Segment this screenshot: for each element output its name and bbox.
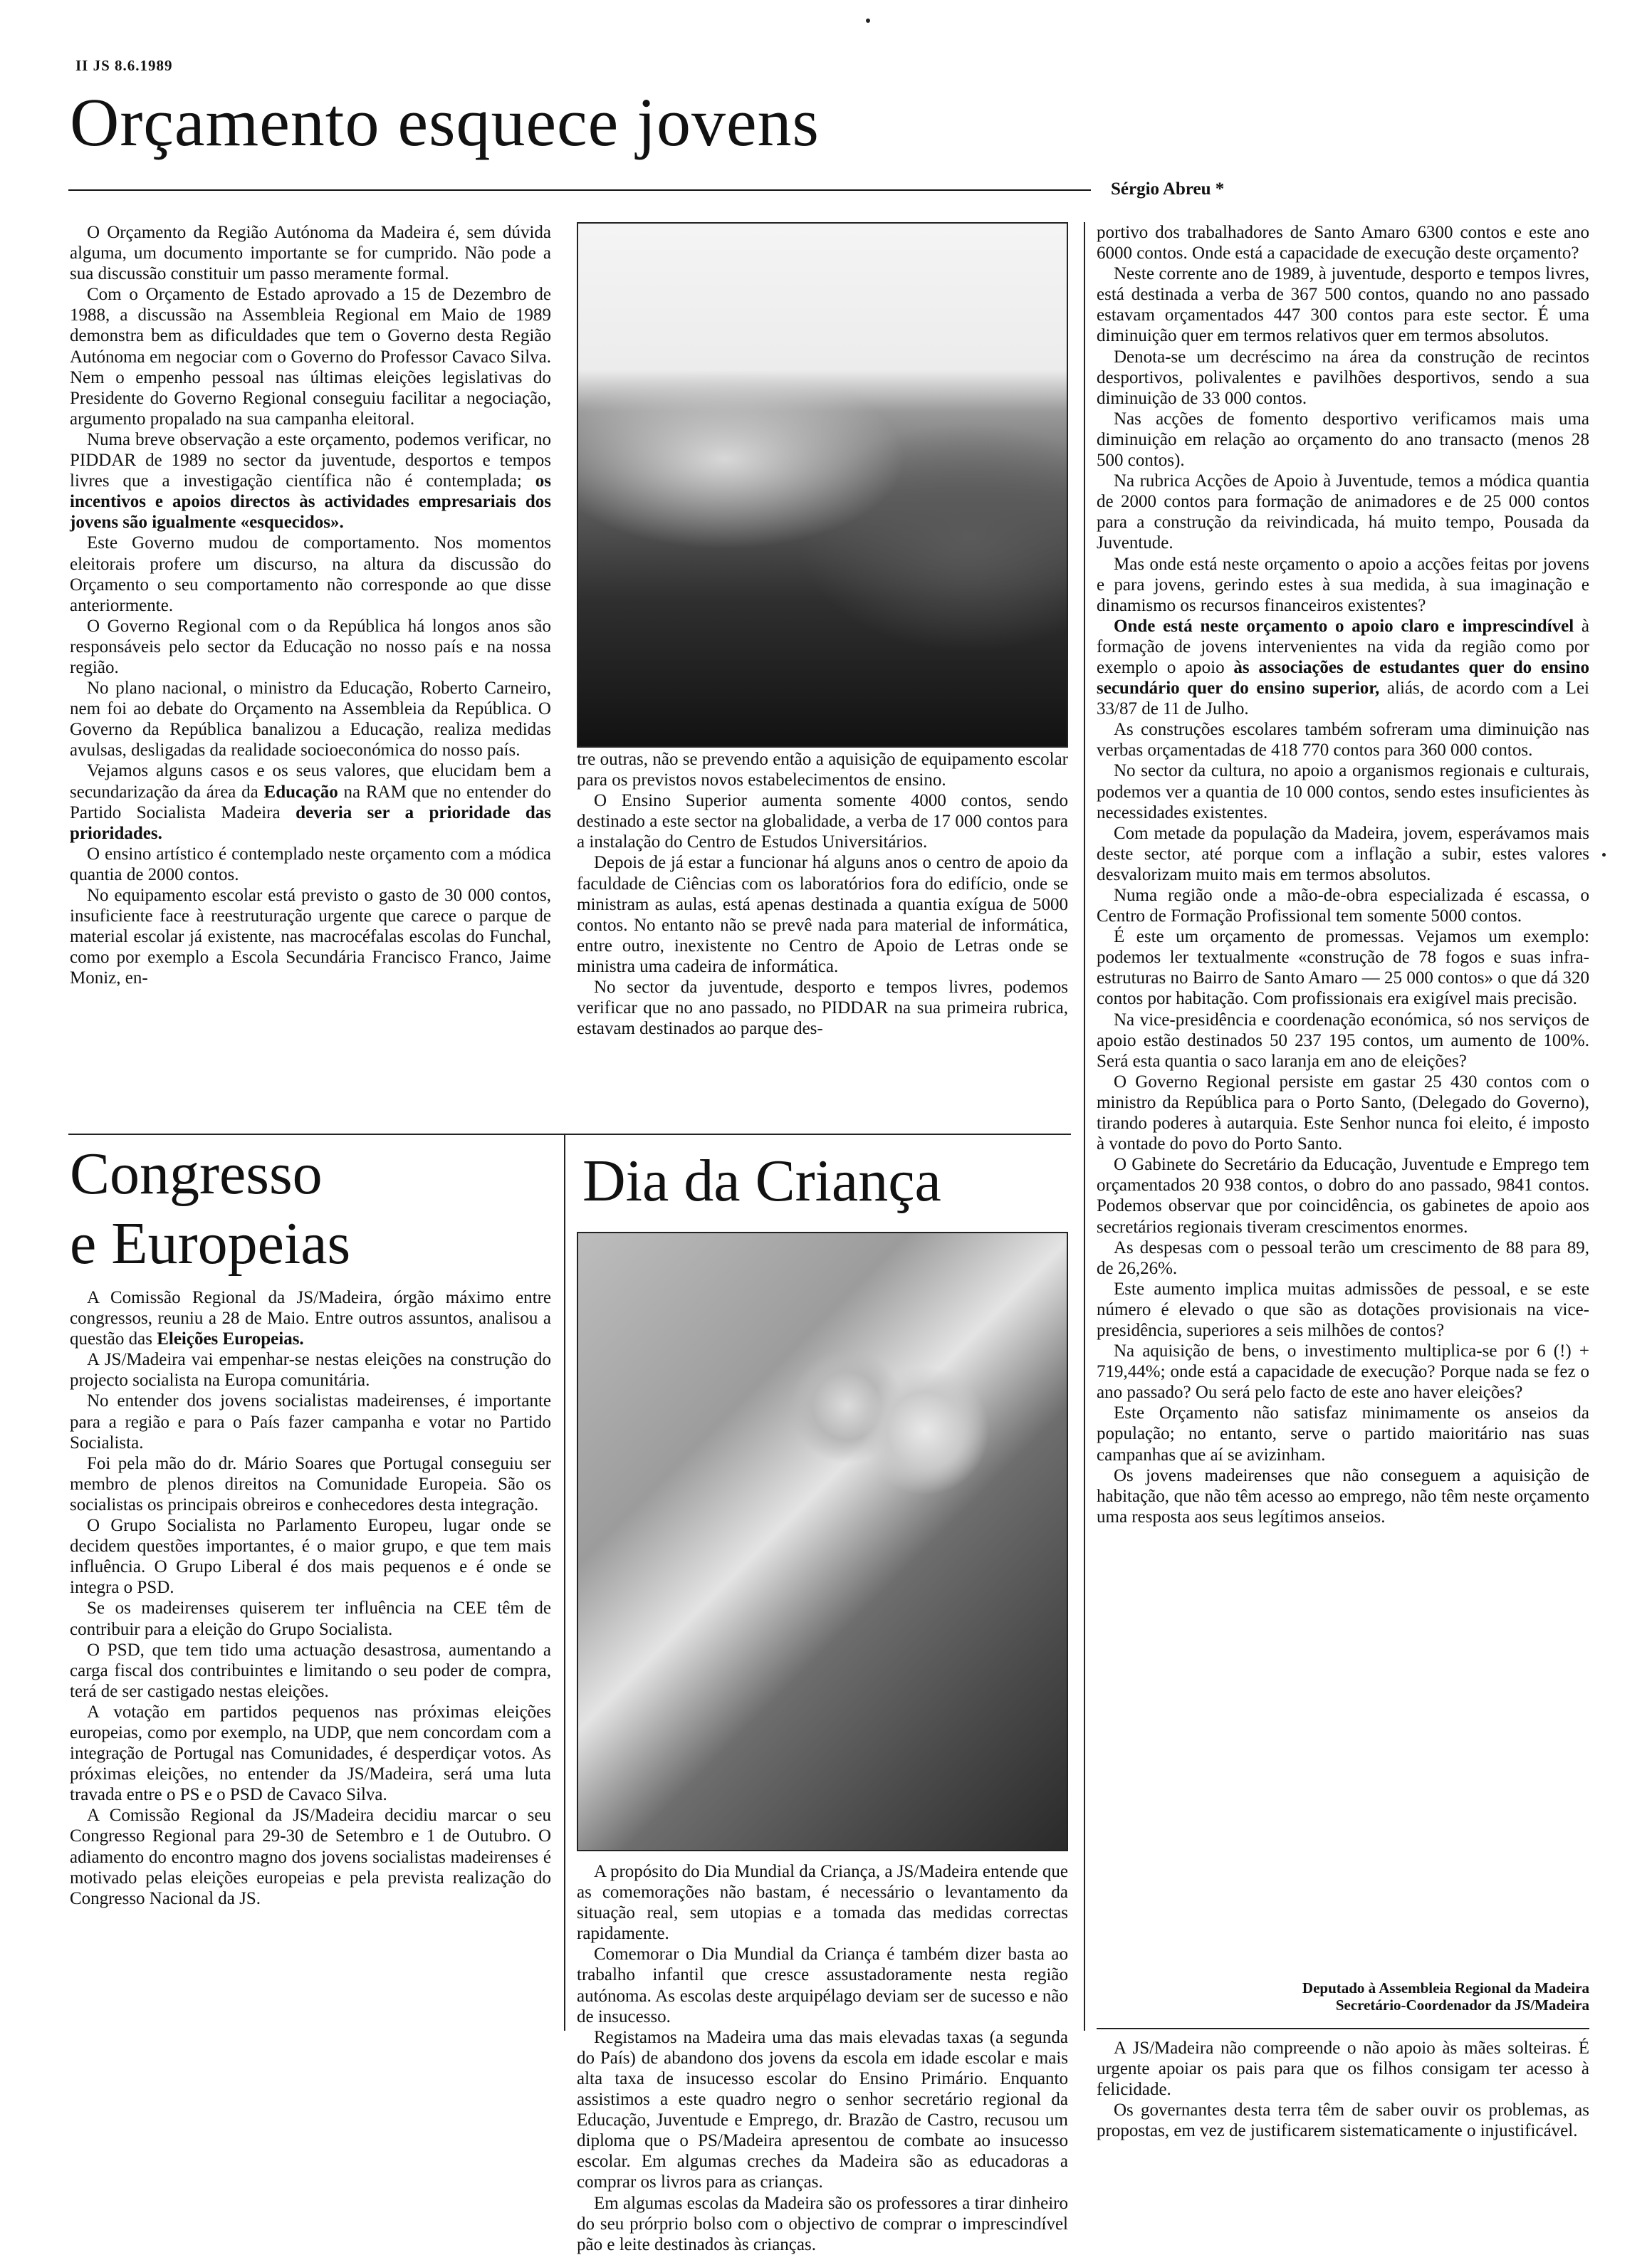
funchal-landscape-photo: [577, 222, 1068, 748]
paragraph: A Comissão Regional da JS/Madeira decidiu marcar o seu Congresso Regional para 29-30 de Setembro e 1 de Outubro. O adiamento do encontro magno dos jovens socialistas madeirenses é motivado pelas eleições europeias e pela prevista realização do Congresso Nacional da JS.: [70, 1806, 551, 1908]
sidebar-rule: [1097, 2028, 1589, 2029]
paragraph: A propósito do Dia Mundial da Criança, a JS/Madeira entende que as comemorações não bastam, é necessário o levantamento da situação real, sem utopias e a tomada das medidas correctas rapidamente.: [577, 1862, 1068, 1944]
paragraph: O Governo Regional com o da República há longos anos são responsáveis pelo sector da Educação no nosso país e na nossa região.: [70, 616, 551, 677]
paragraph: Na rubrica Acções de Apoio à Juventude, temos a módica quantia de 2000 contos para formação de animadores e de 25 000 contos para a construção da reivindicada, há muito tempo, Pousada da Juventude.: [1097, 471, 1589, 553]
title-rule: [68, 189, 1091, 191]
paragraph: Na aquisição de bens, o investimento multiplica-se por 6 (!) + 719,44%; onde está a capacidade de execução? Porque nada se fez o ano passado? Ou será pelo facto de este ano haver eleições?: [1097, 1341, 1589, 1403]
paragraph: O Governo Regional persiste em gastar 25 430 contos com o ministro da República para o Porto Santo, (Delegado do Governo), tirando poderes à autarquia. Este Senhor nunca foi eleito, é imposto à vontade do povo do Porto Santo.: [1097, 1072, 1589, 1154]
paragraph: Se os madeirenses quiserem ter influência na CEE têm de contribuir para a eleição do Grupo Socialista.: [70, 1599, 551, 1639]
main-article-column-3: [1097, 222, 1589, 1527]
paragraph: O ensino artístico é contemplado neste orçamento com a módica quantia de 2000 contos.: [70, 844, 551, 884]
paragraph: tre outras, não se prevendo então a aquisição de equipamento escolar para os previstos novos estabelecimentos de ensino.: [577, 750, 1068, 790]
paragraph: As construções escolares também sofreram uma diminuição nas verbas orçamentadas de 418 770 contos para 360 000 contos.: [1097, 720, 1589, 760]
paragraph: O Orçamento da Região Autónoma da Madeira é, sem dúvida alguma, um documento importante se for cumprido. Não pode a sua discussão constituir um passo meramente formal.: [70, 223, 551, 284]
issue-header: II JS 8.6.1989: [75, 57, 173, 74]
paragraph: No sector da juventude, desporto e tempos livres, podemos verificar que no ano passado, no PIDDAR na sua primeira rubrica, estavam destinados ao parque des-: [577, 978, 1068, 1039]
children-playing-photo: [577, 1232, 1068, 1851]
paragraph: Foi pela mão do dr. Mário Soares que Portugal conseguiu ser membro de plenos direitos na Comunidade Europeia. São os socialistas os principais obreiros e conhecedores desta integração.: [70, 1453, 551, 1514]
paragraph: Numa breve observação a este orçamento, podemos verificar, no PIDDAR de 1989 no sector da juventude, desportos e tempos livres que a investigação científica não é contemplada; os incentivos e apoios directos às actividades empresariais dos jovens são igualmente «esquecidos».: [70, 429, 551, 533]
paragraph: Comemorar o Dia Mundial da Criança é também dizer basta ao trabalho infantil que cresce assustadoramente nesta região autónoma. As escolas deste arquipélago deviam ser de sucesso e não de insucesso.: [577, 1945, 1068, 2026]
paragraph: O Grupo Socialista no Parlamento Europeu, lugar onde se decidem questões importantes, é o maior grupo, e que tem mais influência. O Grupo Liberal é dos mais pequenos e é onde se integra o PSD.: [70, 1516, 551, 1598]
paragraph: Na vice-presidência e coordenação económica, só nos serviços de apoio estão destinados 50 237 195 contos, um aumento de 100%. Será esta quantia o saco laranja em ano de eleições?: [1097, 1010, 1589, 1071]
paragraph: Este Orçamento não satisfaz minimamente os anseios da população; no entanto, serve o partido maioritário nas suas campanhas que aí se avizinham.: [1097, 1403, 1589, 1465]
paragraph: As despesas com o pessoal terão um crescimento de 88 para 89, de 26,26%.: [1097, 1238, 1589, 1278]
congresso-title: Congresso e Europeias: [70, 1141, 351, 1277]
paragraph: A votação em partidos pequenos nas próximas eleições europeias, como por exemplo, na UDP, que nem concordam com a integração de Portugal nas Comunidades, é desperdiçar votos. As próximas eleições, no entender da JS/Madeira, será uma luta travada entre o PS e o PSD de Cavaco Silva.: [70, 1702, 551, 1805]
paragraph: Com o Orçamento de Estado aprovado a 15 de Dezembro de 1988, a discussão na Assembleia Regional em Maio de 1989 demonstra bem as dificuldades que tem o Governo desta Região Autónoma em negociar com o Governo do Professor Cavaco Silva. Nem o empenho pessoal nas últimas eleições legislativas do Presidente do Governo Regional conseguiu facilitar a negociação, argumento propalado na sua campanha eleitoral.: [70, 285, 551, 429]
dia-crianca-title: Dia da Criança: [582, 1148, 941, 1214]
article-title: Orçamento esquece jovens: [70, 84, 820, 160]
paragraph: O PSD, que tem tido uma actuação desastrosa, aumentando a carga fiscal dos contribuintes e limitando o seu poder de compra, terá de ser castigado nestas eleições.: [70, 1640, 551, 1701]
dia-crianca-sidebar: [1097, 2038, 1589, 2141]
paragraph: Vejamos alguns casos e os seus valores, que elucidam bem a secundarização da área da Educação na RAM que no entender do Partido Socialista Madeira deveria ser a prioridade das prioridades.: [70, 761, 551, 843]
paragraph: Com metade da população da Madeira, jovem, esperávamos mais deste sector, até porque com a inflação a subir, estes valores desvalorizam muito mais em termos absolutos.: [1097, 823, 1589, 884]
paragraph: portivo dos trabalhadores de Santo Amaro 6300 contos e este ano 6000 contos. Onde está a capacidade de execução deste orçamento?: [1097, 223, 1589, 263]
paragraph: Mas onde está neste orçamento o apoio a acções feitas por jovens e para jovens, gerindo estes à sua medida, à sua imaginação e dinamismo os recursos financeiros existentes?: [1097, 554, 1589, 615]
paragraph: Neste corrente ano de 1989, à juventude, desporto e tempos livres, está destinada a verba de 367 500 contos, quando no ano passado estavam orçamentados 447 300 contos para este sector. É uma diminuição quer em termos relativos quer em termos absolutos.: [1097, 264, 1589, 346]
paragraph: Numa região onde a mão-de-obra especializada é escassa, o Centro de Formação Profissional tem somente 5000 contos.: [1097, 886, 1589, 926]
print-speck: [866, 19, 870, 23]
dia-crianca-article: [577, 1861, 1068, 2255]
paragraph: Os governantes desta terra têm de saber ouvir os problemas, as propostas, em vez de justificarem sistematicamente o injustificável.: [1097, 2100, 1589, 2141]
paragraph: O Ensino Superior aumenta somente 4000 contos, sendo destinado a este sector na globalidade, a verba de 17 000 contos para a instalação do Centro de Estudos Universitários.: [577, 791, 1068, 852]
paragraph: A JS/Madeira vai empenhar-se nestas eleições na construção do projecto socialista na Europa comunitária.: [70, 1350, 551, 1391]
paragraph: Este Governo mudou de comportamento. Nos momentos eleitorais profere um discurso, na altura da discussão do Orçamento o seu comportamento não corresponde ao que disse anteriormente.: [70, 533, 551, 615]
author-byline: Sérgio Abreu *: [1111, 179, 1225, 199]
paragraph: O Gabinete do Secretário da Educação, Juventude e Emprego tem orçamentados 20 938 contos, o dobro do ano passado, 9841 contos. Podemos observar que por coincidência, os gabinetes de apoio aos secretários regionais tiveram crescimentos enormes.: [1097, 1155, 1589, 1237]
paragraph: Denota-se um decréscimo na área da construção de recintos desportivos, polivalentes e pavilhões desportivos, sendo a sua diminuição de 33 000 contos.: [1097, 347, 1589, 408]
paragraph: A JS/Madeira não compreende o não apoio às mães solteiras. É urgente apoiar os pais para que os filhos consigam ter acesso à felicidade.: [1097, 2039, 1589, 2100]
paragraph: Registamos na Madeira uma das mais elevadas taxas (a segunda do País) de abandono dos jovens da escola em idade escolar e mais alta taxa de insucesso escolar do Ensino Primário. Enquanto assistimos a este quadro negro o senhor secretário regional da Educação, Juventude e Emprego, dr. Brazão de Castro, recusou um diploma que o PS/Madeira apresentou de combate ao insucesso escolar. Em algumas creches da Madeira são as educadoras a comprar os livros para as crianças.: [577, 2027, 1068, 2192]
column-divider: [1084, 222, 1085, 2031]
congresso-article: [70, 1287, 551, 1909]
author-signature: Deputado à Assembleia Regional da Madeira Secretário-Coordenador da JS/Madeira: [1302, 1979, 1589, 2014]
paragraph: Onde está neste orçamento o apoio claro e imprescindível à formação de jovens intervenientes na vida da região como por exemplo o apoio às associações de estudantes quer do ensino secundário quer do ensino superior, aliás, de acordo com a Lei 33/87 de 11 de Julho.: [1097, 616, 1590, 719]
column-divider: [564, 1134, 565, 2031]
paragraph: No entender dos jovens socialistas madeirenses, é importante para a região e para o País fazer campanha e votar no Partido Socialista.: [70, 1391, 551, 1453]
paragraph: Os jovens madeirenses que não conseguem a aquisição de habitação, que não têm acesso ao emprego, não têm neste orçamento uma resposta aos seus legítimos anseios.: [1097, 1465, 1589, 1527]
main-article-column-2: [577, 749, 1068, 1039]
paragraph: No equipamento escolar está previsto o gasto de 30 000 contos, insuficiente face à reestruturação urgente que carece o parque de material escolar já existente, nas macrocéfalas escolas do Funchal, como por exemplo a Escola Secundária Francisco Franco, Jaime Moniz, en-: [70, 886, 551, 988]
paragraph: Nas acções de fomento desportivo verificamos mais uma diminuição em relação ao orçamento do ano transacto (menos 28 500 contos).: [1097, 409, 1589, 471]
paragraph: No sector da cultura, no apoio a organismos regionais e culturais, podemos ver a quantia de 10 000 contos, sendo estes insuficientes às necessidades existentes.: [1097, 761, 1589, 822]
paragraph: É este um orçamento de promessas. Vejamos um exemplo: podemos ler textualmente «construção de 78 fogos e suas infra-estruturas no Bairro de Santo Amaro — 25 000 contos» o que dá 320 contos por habitação. Com profissionais era exigível mais precisão.: [1097, 927, 1589, 1009]
paragraph: Este aumento implica muitas admissões de pessoal, e se este número é elevado o que são as dotações provisionais na vice-presidência, superiores a seis milhões de contos?: [1097, 1279, 1589, 1340]
paragraph: Em algumas escolas da Madeira são os professores a tirar dinheiro do seu prórprio bolso com o objectivo de comprar o imprescindível pão e leite destinados às crianças.: [577, 2193, 1068, 2254]
paragraph: A Comissão Regional da JS/Madeira, órgão máximo entre congressos, reuniu a 28 de Maio. Entre outros assuntos, analisou a questão das Eleições Europeias.: [70, 1288, 551, 1349]
print-speck: [1602, 853, 1606, 857]
section-rule: [68, 1134, 1071, 1135]
paragraph: Depois de já estar a funcionar há alguns anos o centro de apoio da faculdade de Ciências com os laboratórios fora do edifício, onde se ministram as aulas, está apenas destinada a quantia exígua de 5000 contos. No entanto não se prevê nada para material de informática, entre outro, inexistente no Centro de Apoio de Letras onde se ministra uma cadeira de informática.: [577, 853, 1068, 976]
paragraph: No plano nacional, o ministro da Educação, Roberto Carneiro, nem foi ao debate do Orçamento na Assembleia da República. O Governo da República banalizou a Educação, realiza medidas avulsas, desligadas da realidade socioeconómica do nosso país.: [70, 679, 551, 760]
main-article-column-1: [70, 222, 551, 988]
